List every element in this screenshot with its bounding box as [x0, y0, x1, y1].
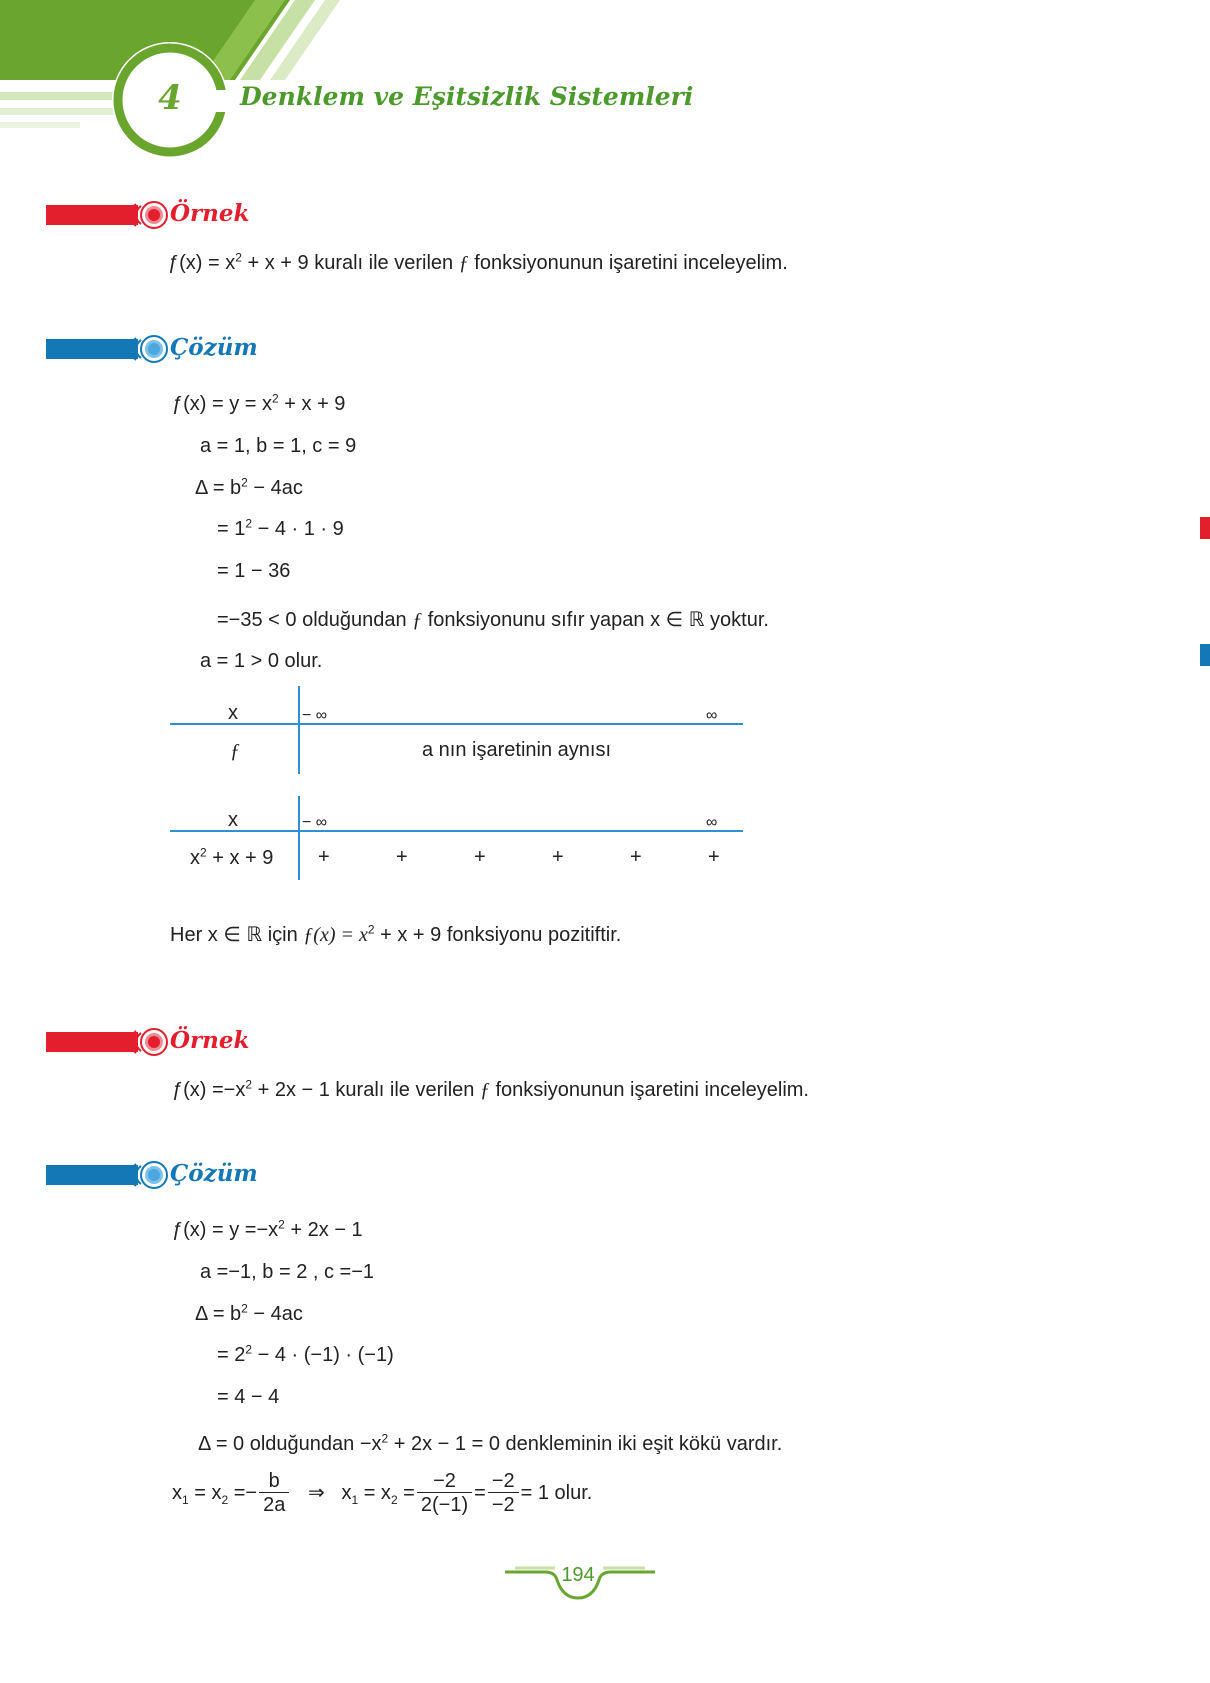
sign-plus: + — [396, 846, 408, 868]
target-icon — [130, 1160, 170, 1190]
table-neg-inf: − ∞ — [302, 814, 328, 831]
example-statement: ƒ(x) = $x^2 + x + 9$ kuralı ile verilen ƒ fonksiyonunun işaretini inceleyelim. — [168, 250, 788, 274]
fraction: $\frac{-2}{-2}$ — [488, 1470, 519, 1517]
table-content: a nın işaretinin aynısı — [422, 739, 611, 761]
solution-line: $\Delta = b^2 - 4ac$ — [195, 1301, 303, 1325]
solution-label: Çözüm — [170, 1160, 258, 1187]
solution-line: ƒ(x) = $y = x^2 + x + 9$ — [172, 391, 346, 415]
fraction: $\frac{-2}{2(-1)}$ — [417, 1470, 472, 1517]
solution-label: Çözüm — [170, 334, 258, 361]
chapter-number: 4 — [158, 78, 182, 118]
solution-line: a =−1, b = 2 , c =−1 — [200, 1261, 375, 1283]
chapter-title: Denklem ve Eşitsizlik Sistemleri — [240, 82, 694, 111]
solution-line: =−35 < 0 olduğundan ƒ fonksiyonunu sıfır yapan x ∈ ℝ yoktur. — [217, 609, 769, 631]
solution-line: = $2^2 - 4 \cdot (-1) \cdot (-1)$ — [217, 1342, 394, 1366]
sign-plus: + — [630, 846, 642, 868]
solution-conclusion: Her x ∈ ℝ için ƒ(x) = $x^2 + x + 9$ fonksiyonu pozitiftir. — [170, 922, 622, 946]
table-expression: $x^2 + x + 9$ — [190, 845, 274, 869]
solution-line: ƒ(x) = $y =-x^2 + 2x - 1$ — [172, 1217, 363, 1241]
solution-line: = 1 − 36 — [217, 560, 291, 582]
solution-line: a = 1 > 0 olur. — [200, 650, 323, 672]
sign-plus: + — [318, 846, 330, 868]
target-icon — [130, 334, 170, 364]
fraction: $\frac{b}{2a}$ — [259, 1470, 289, 1517]
page-number: 194 — [561, 1564, 595, 1586]
final-equation: $x_1 = x_2$ =− $\frac{b}{2a}$ ⇒ $x_1 = x_2$ = $\frac{-2}{2(-1)}$ = $\frac{-2}{-2}$ = 1 olur. — [172, 1470, 593, 1516]
example-statement: ƒ(x) $=-x^2 + 2x - 1$ kuralı ile verilen ƒ fonksiyonunun işaretini inceleyelim. — [172, 1077, 809, 1101]
side-mark-red — [1200, 517, 1210, 539]
solution-line: = $1^2 - 4 \cdot 1 \cdot 9$ — [217, 516, 344, 540]
table-x-label: x — [228, 702, 238, 724]
table-pos-inf: ∞ — [706, 814, 718, 831]
sign-plus: + — [474, 846, 486, 868]
example-label: Örnek — [170, 1027, 250, 1054]
solution-line: a = 1, b = 1, c = 9 — [200, 435, 357, 457]
target-icon — [130, 1027, 170, 1057]
table-x-label: x — [228, 809, 238, 831]
sign-plus: + — [552, 846, 564, 868]
example-label: Örnek — [170, 200, 250, 227]
solution-line: Δ = 0 olduğundan $-x^2 + 2x - 1 = 0$ denkleminin iki eşit kökü vardır. — [198, 1431, 783, 1455]
side-mark-blue — [1200, 644, 1210, 666]
solution-line: $\Delta = b^2 - 4ac$ — [195, 475, 303, 499]
sign-plus: + — [708, 846, 720, 868]
table-f-label: ƒ — [230, 740, 240, 762]
table-neg-inf: − ∞ — [302, 707, 328, 724]
target-icon — [130, 200, 170, 230]
solution-line: = 4 − 4 — [217, 1386, 280, 1408]
table-pos-inf: ∞ — [706, 707, 718, 724]
